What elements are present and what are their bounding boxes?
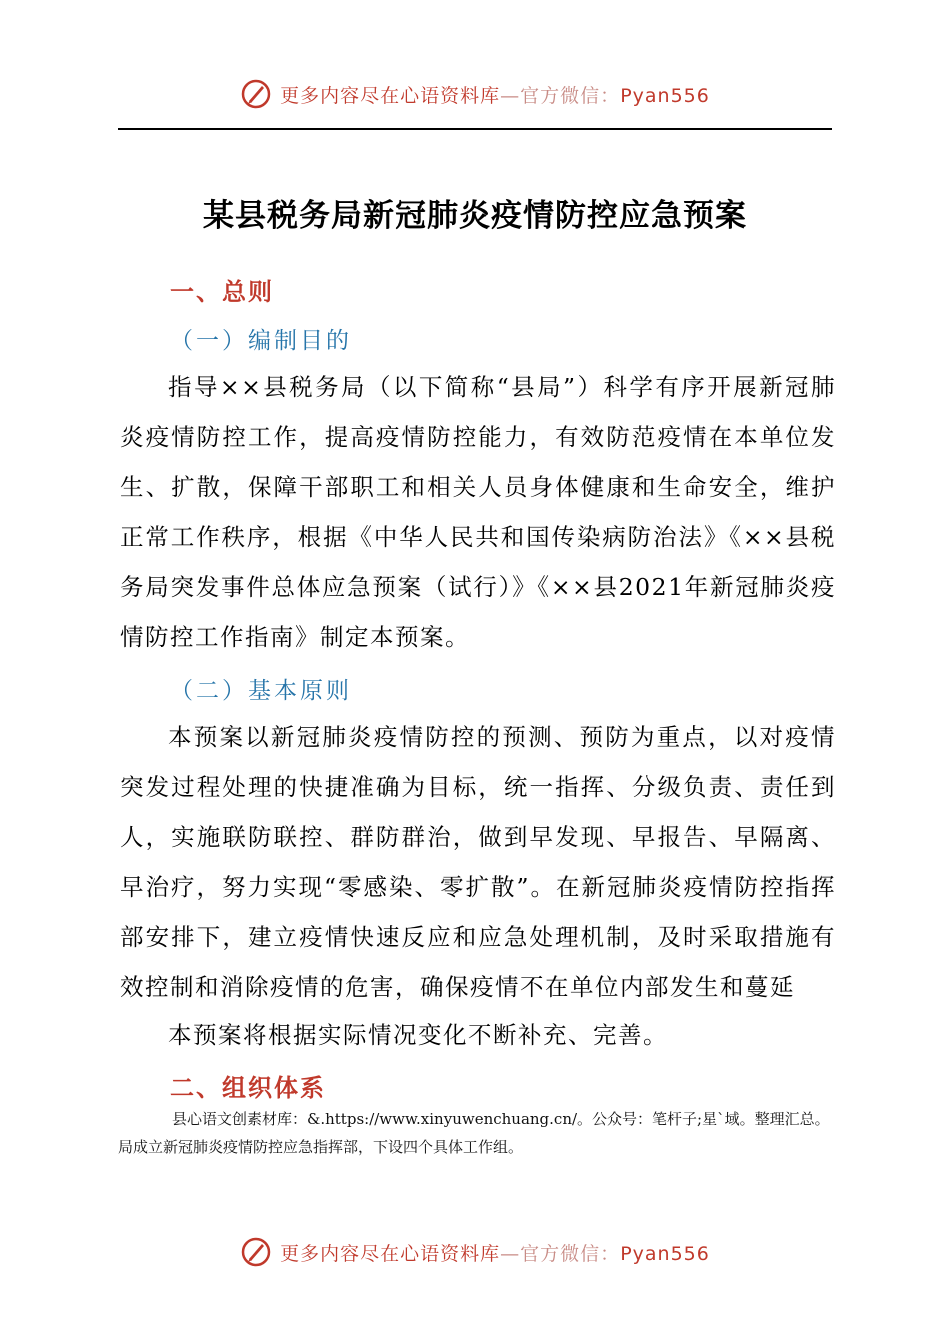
watermark-id: Pyan556 [620, 1242, 710, 1265]
organization-note-line: 局成立新冠肺炎疫情防控应急指挥部，下设四个具体工作组。 [118, 1138, 524, 1156]
quill-pen-icon [240, 1236, 272, 1268]
paragraph-principles: 本预案以新冠肺炎疫情防控的预测、预防为重点，以对疫情突发过程处理的快捷准确为目标，统一指挥、分级负责、责任到人，实施联防联控、群防群治，做到早发现、早报告、早隔离、早治疗，努力实现“零感染、零扩散”。在新冠肺炎疫情防控指挥部安排下，建立疫情快速反应和应急处理机制，及时采取措施有效控制和消除疫情的危害，确保疫情不在单位内部发生和蔓延 [120, 723, 836, 1001]
paragraph-purpose: 指导××县税务局（以下简称“县局”）科学有序开展新冠肺炎疫情防控工作，提高疫情防控能力，有效防范疫情在本单位发生、扩散，保障干部职工和相关人员身体健康和生命安全，维护正常工作秩序，根据《中华人民共和国传染病防治法》《××县税务局突发事件总体应急预案（试行）》《××县2021年新冠肺炎疫情防控工作指南》制定本预案。 [120, 373, 836, 651]
header-rule [118, 128, 832, 130]
subsection-heading-principles: （二）基本原则 [170, 678, 352, 704]
watermark-separator: —官方微信： [500, 1242, 621, 1265]
document-title: 某县税务局新冠肺炎疫情防控应急预案 [203, 198, 747, 234]
watermark-main: 更多内容尽在心语资料库 [280, 1242, 501, 1265]
watermark-text [280, 81, 710, 108]
quill-pen-icon [240, 78, 272, 110]
watermark-separator: —官方微信： [500, 84, 621, 107]
header-watermark [0, 74, 950, 114]
section-heading-organization: 二、组织体系 [170, 1074, 326, 1102]
paragraph-supplement: 本预案将根据实际情况变化不断补充、完善。 [168, 1021, 668, 1049]
watermark-main: 更多内容尽在心语资料库 [280, 84, 501, 107]
footer-watermark [0, 1232, 950, 1272]
section-heading-general: 一、总则 [170, 278, 274, 306]
watermark-id: Pyan556 [620, 84, 710, 107]
subsection-heading-purpose: （一）编制目的 [170, 328, 352, 354]
source-note-line: 县心语文创素材库：&.https://www.xinyuwenchuang.cn/。公众号：笔杆子;星`域。整理汇总。 [172, 1110, 830, 1128]
watermark-text [280, 1239, 710, 1266]
